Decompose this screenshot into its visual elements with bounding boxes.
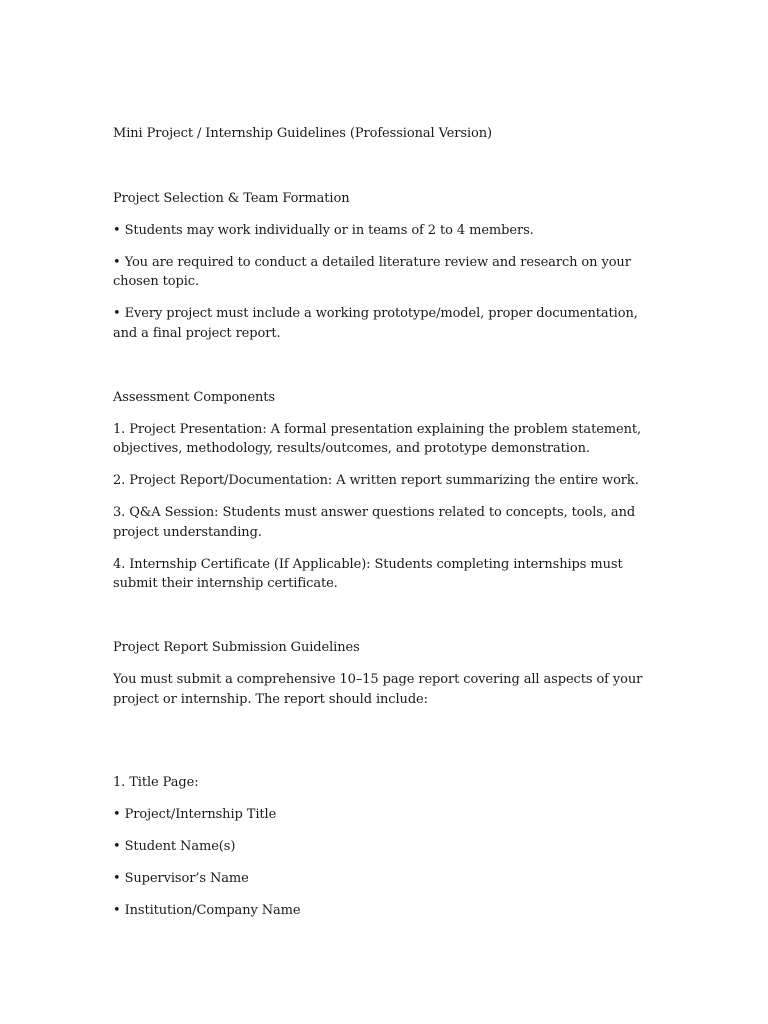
section-spacer — [113, 722, 665, 773]
bullet-item: • Students may work individually or in teams of 2 to 4 members. — [113, 222, 534, 238]
section-heading-assessment: Assessment Components — [113, 389, 275, 405]
section-spacer — [113, 606, 665, 638]
numbered-item: 4. Internship Certificate (If Applicable): Students completing internships must submit their internship certificate. — [113, 556, 623, 591]
bullet-item: • Supervisor’s Name — [113, 870, 249, 886]
bullet-item: • Project/Internship Title — [113, 806, 277, 822]
bullet-item: • Institution/Company Name — [113, 902, 301, 918]
section-heading-submission: Project Report Submission Guidelines — [113, 640, 360, 655]
section-spacer — [113, 356, 665, 388]
numbered-item: 3. Q&A Session: Students must answer questions related to concepts, tools, and project understanding. — [113, 505, 636, 540]
subsection-heading-title-page: 1. Title Page: — [113, 774, 199, 790]
submission-intro: You must submit a comprehensive 10–15 page report covering all aspects of your project or internship. The report should include: — [113, 672, 643, 707]
bullet-item: • You are required to conduct a detailed literature review and research on your chosen topic. — [113, 254, 631, 289]
document-body — [113, 124, 665, 933]
bullet-item: • Every project must include a working prototype/model, proper documentation, and a final project report. — [113, 306, 638, 341]
numbered-item: 2. Project Report/Documentation: A written report summarizing the entire work. — [113, 473, 639, 488]
numbered-item: 1. Project Presentation: A formal presentation explaining the problem statement, objectives, methodology, results/outcomes, and prototype demonstration. — [113, 421, 642, 456]
document-title: Mini Project / Internship Guidelines (Professional Version) — [113, 126, 492, 141]
section-heading-selection: Project Selection & Team Formation — [113, 190, 350, 206]
bullet-item: • Student Name(s) — [113, 838, 236, 854]
